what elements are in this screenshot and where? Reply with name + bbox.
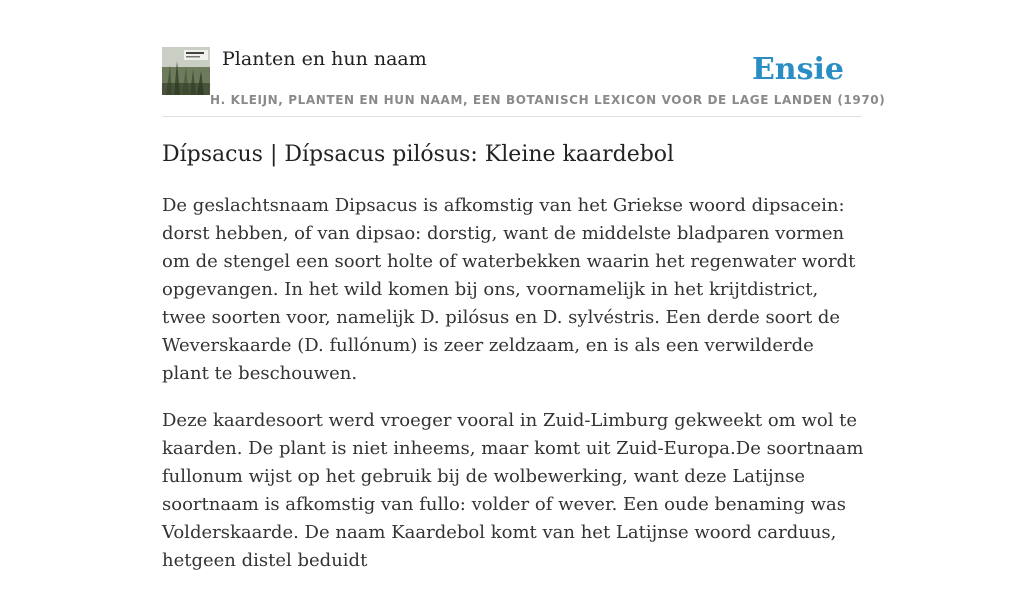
brand-logo[interactable]: Ensie [751, 52, 844, 87]
entry-paragraph: Deze kaardesoort werd vroeger vooral in Zuid-Limburg gekweekt om wol te kaarden. De plant is niet inheems, maar komt uit Zuid-Europa.De soortnaam fullonum wijst op het gebruik bij de wolbewerking, want deze Latijnse soortnaam is afkomstig van fullo: volder of wever. Een oude benaming was Volderskaarde. De naam Kaardebol komt van het Latijnse woord carduus, hetgeen distel beduidt [162, 410, 864, 571]
entry-body [162, 192, 866, 594]
book-header [162, 46, 886, 117]
source-citation: H. KLEIJN, PLANTEN EN HUN NAAM, EEN BOTANISCH LEXICON VOOR DE LAGE LANDEN (1970) [210, 93, 886, 107]
entry-paragraph: De geslachtsnaam Dipsacus is afkomstig van het Griekse woord dipsacein: dorst hebben, of van dipsao: dorstig, want de middelste bladparen vormen om de stengel een soort holte of waterbekken waarin het regenwater wordt opgevangen. In het wild komen bij ons, voornamelijk in het krijtdistrict, twee soorten voor, namelijk D. pilósus en D. sylvéstris. Een derde soort de Weverskaarde (D. fullónum) is zeer zeldzaam, en is als een verwilderde plant te beschouwen. [162, 195, 856, 384]
entry-title: Dípsacus | Dípsacus pilósus: Kleine kaardebol [162, 142, 675, 167]
book-title[interactable]: Planten en hun naam [222, 48, 427, 70]
book-cover-avatar[interactable] [162, 47, 210, 95]
book-cover-icon [162, 47, 210, 95]
